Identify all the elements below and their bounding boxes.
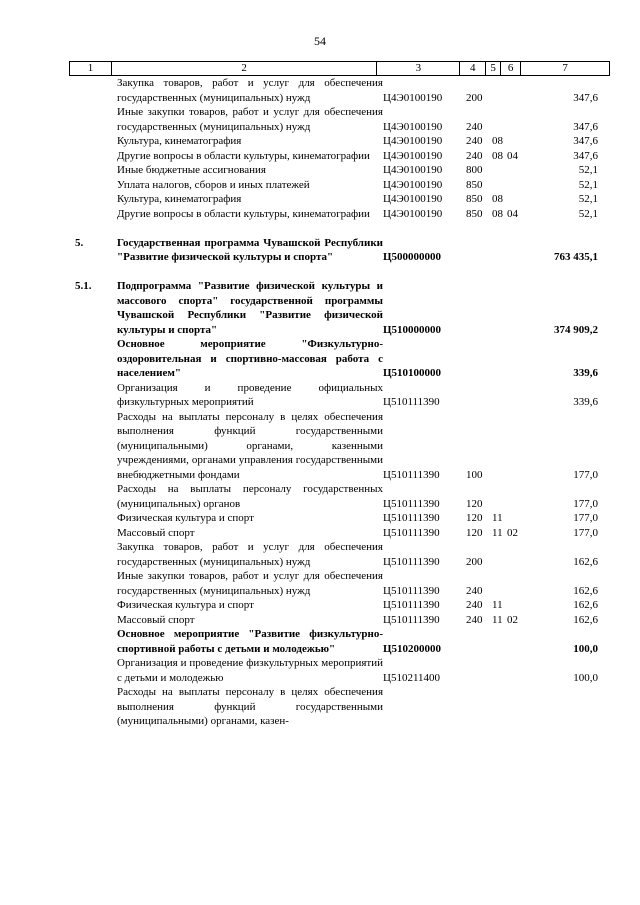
row-name: Культура, кинематография: [117, 193, 242, 205]
expense-type-code: 120: [466, 512, 483, 524]
table-row: [0, 613, 640, 628]
row-margin: [0, 598, 75, 613]
row-name: Иные бюджетные ассигнования: [117, 164, 266, 176]
target-article-code: Ц4Э0100190: [383, 164, 443, 176]
column-header-5: 5: [486, 62, 501, 76]
row-margin: [0, 410, 75, 483]
page-number: 54: [314, 34, 326, 48]
expense-type-code: 240: [466, 135, 483, 147]
budget-table-body: [0, 76, 640, 729]
column-header-2: 2: [111, 62, 376, 76]
column-header-3: 3: [377, 62, 460, 76]
target-article-code: Ц510111390: [383, 555, 440, 568]
target-article-code: Ц4Э0100190: [383, 207, 443, 220]
amount: 347,6: [573, 120, 598, 133]
row-number: [75, 685, 117, 729]
row-margin: [0, 178, 75, 193]
table-row: [0, 540, 640, 569]
table-row: [0, 337, 640, 381]
table-row: [0, 526, 640, 541]
amount: 100,0: [573, 671, 598, 684]
target-article-code: Ц510211400: [383, 671, 441, 684]
amount: 347,6: [573, 135, 598, 147]
amount: 177,0: [573, 512, 598, 524]
row-number: [75, 192, 117, 207]
expense-type-code: 100: [466, 468, 483, 481]
table-row: [0, 192, 640, 207]
amount: 347,6: [573, 149, 598, 162]
table-row: [0, 511, 640, 526]
target-article-code: Ц510111390: [383, 599, 440, 611]
target-article-code: Ц510111390: [383, 584, 440, 597]
table-row: [0, 105, 640, 134]
row-number: [75, 134, 117, 149]
row-name: Организация и проведение физкультурных мероприятий с детьми и молодежью: [117, 657, 383, 684]
row-name: Культура, кинематография: [117, 135, 242, 147]
table-row: [0, 410, 640, 483]
row-number: [75, 381, 117, 410]
row-margin: [0, 627, 75, 656]
row-margin: [0, 192, 75, 207]
subsection-code: 02: [507, 613, 518, 626]
table-row: [0, 76, 640, 105]
amount: 52,1: [578, 178, 598, 191]
row-number: [75, 569, 117, 598]
column-header-7: 7: [521, 62, 610, 76]
amount: 347,6: [573, 91, 598, 104]
target-article-code: Ц510111390: [383, 468, 440, 481]
table-row: [0, 381, 640, 410]
amount: 162,6: [573, 613, 598, 626]
row-margin: [0, 511, 75, 526]
row-number: [75, 540, 117, 569]
row-number: [75, 627, 117, 656]
amount: 52,1: [578, 207, 598, 220]
row-name: Иные закупки товаров, работ и услуг для обеспечения государственных (муниципальных) нужд: [117, 570, 383, 597]
row-margin: [0, 337, 75, 381]
row-name: Расходы на выплаты персоналу государственных (муниципальных) органов: [117, 483, 383, 510]
target-article-code: Ц510111390: [383, 497, 440, 510]
row-name: Государственная программа Чувашской Республики "Развитие физической культуры и спорта": [117, 236, 383, 263]
table-row: [0, 207, 640, 222]
column-header-table: [69, 61, 610, 76]
row-name: Массовый спорт: [117, 526, 195, 539]
target-article-code: Ц510200000: [383, 642, 442, 655]
section-code: 11: [492, 613, 503, 626]
expense-type-code: 200: [466, 555, 483, 568]
amount: 177,0: [573, 497, 598, 510]
expense-type-code: 240: [466, 599, 483, 611]
row-margin: [0, 105, 75, 134]
amount: 763 435,1: [554, 251, 598, 263]
row-name: Закупка товаров, работ и услуг для обеспечения государственных (муниципальных) нужд: [117, 77, 383, 104]
row-margin: [0, 685, 75, 729]
row-number: [75, 410, 117, 483]
column-header-1: 1: [70, 62, 112, 76]
row-number: [75, 76, 117, 105]
row-margin: [0, 236, 75, 265]
row-margin: [0, 569, 75, 598]
amount: 162,6: [573, 599, 598, 611]
row-number: [75, 656, 117, 685]
expense-type-code: 120: [466, 526, 483, 539]
row-name: Подпрограмма "Развитие физической культуры и массового спорта" государственной программы Чувашской Республики "Развитие физической культуры и спорта": [117, 280, 383, 336]
target-article-code: Ц510111390: [383, 613, 440, 626]
row-name: Другие вопросы в области культуры, кинематографии: [117, 207, 370, 220]
table-row: [0, 279, 640, 337]
section-code: 11: [492, 512, 503, 524]
table-row: [0, 236, 640, 265]
row-number: [75, 598, 117, 613]
row-name: Расходы на выплаты персоналу в целях обеспечения выполнения функций государственными (муниципальными) органами, казен-: [117, 686, 383, 727]
expense-type-code: 850: [466, 178, 483, 191]
amount: 52,1: [578, 164, 598, 176]
row-number: [75, 613, 117, 628]
expense-type-code: 240: [466, 149, 483, 162]
row-name: Расходы на выплаты персоналу в целях обеспечения выполнения функций государственными (муниципальными) органами, казенными учреждениями, органами управления государственными внебюджетными фондами: [117, 410, 383, 481]
subsection-code: 02: [507, 526, 518, 539]
row-margin: [0, 526, 75, 541]
row-name: Физическая культура и спорт: [117, 512, 254, 524]
row-name: Основное мероприятие "Развитие физкультурно-спортивной работы с детьми и молодежью": [117, 628, 383, 655]
expense-type-code: 850: [466, 193, 483, 205]
row-name: Основное мероприятие "Физкультурно-оздоровительная и спортивно-массовая работа с населением": [117, 338, 383, 379]
row-name: Другие вопросы в области культуры, кинематографии: [117, 149, 370, 162]
row-number: [75, 178, 117, 193]
row-name: Массовый спорт: [117, 613, 195, 626]
amount: 100,0: [573, 642, 598, 655]
amount: 374 909,2: [554, 323, 598, 336]
row-number: [75, 511, 117, 526]
row-name: Организация и проведение официальных физкультурных мероприятий: [117, 381, 383, 408]
target-article-code: Ц4Э0100190: [383, 193, 443, 205]
row-margin: [0, 134, 75, 149]
row-number: [75, 337, 117, 381]
row-number: [75, 207, 117, 222]
amount: 162,6: [573, 584, 598, 597]
target-article-code: Ц510100000: [383, 367, 442, 379]
amount: 162,6: [573, 555, 598, 568]
row-number: [75, 482, 117, 511]
subsection-code: 04: [507, 149, 518, 162]
row-margin: [0, 207, 75, 222]
target-article-code: Ц510111390: [383, 526, 440, 539]
section-code: 08: [492, 135, 503, 147]
row-margin: [0, 381, 75, 410]
target-article-code: Ц4Э0100190: [383, 120, 443, 133]
table-row: [0, 178, 640, 193]
expense-type-code: 200: [466, 91, 483, 104]
row-name: Закупка товаров, работ и услуг для обеспечения государственных (муниципальных) нужд: [117, 541, 383, 568]
amount: 177,0: [573, 526, 598, 539]
table-row: [0, 598, 640, 613]
row-number: 5.: [75, 236, 84, 249]
table-row: [0, 627, 640, 656]
row-margin: [0, 613, 75, 628]
table-row: [0, 134, 640, 149]
target-article-code: Ц4Э0100190: [383, 178, 443, 191]
column-header-4: 4: [460, 62, 486, 76]
row-name: Физическая культура и спорт: [117, 599, 254, 611]
expense-type-code: 240: [466, 613, 483, 626]
expense-type-code: 800: [466, 164, 483, 176]
section-code: 08: [492, 193, 503, 205]
target-article-code: Ц4Э0100190: [383, 91, 443, 104]
row-margin: [0, 656, 75, 685]
table-row: [0, 569, 640, 598]
table-row: [0, 163, 640, 178]
target-article-code: Ц510111390: [383, 396, 440, 408]
expense-type-code: 120: [466, 497, 483, 510]
expense-type-code: 850: [466, 207, 483, 220]
amount: 339,6: [573, 396, 598, 408]
table-row: [0, 482, 640, 511]
table-row: [0, 656, 640, 685]
row-margin: [0, 163, 75, 178]
amount: 52,1: [578, 193, 598, 205]
row-name: Уплата налогов, сборов и иных платежей: [117, 178, 310, 191]
subsection-code: 04: [507, 207, 518, 220]
target-article-code: Ц4Э0100190: [383, 135, 443, 147]
expense-type-code: 240: [466, 584, 483, 597]
row-margin: [0, 149, 75, 164]
expense-type-code: 240: [466, 120, 483, 133]
row-number: 5.1.: [75, 280, 92, 292]
section-code: 08: [492, 149, 503, 162]
target-article-code: Ц500000000: [383, 251, 442, 263]
table-row: [0, 149, 640, 164]
row-margin: [0, 279, 75, 337]
amount: 339,6: [573, 367, 598, 379]
row-margin: [0, 76, 75, 105]
amount: 177,0: [573, 468, 598, 481]
row-margin: [0, 482, 75, 511]
section-code: 08: [492, 207, 503, 220]
table-row: [0, 685, 640, 729]
section-code: 11: [492, 526, 503, 539]
target-article-code: Ц4Э0100190: [383, 149, 443, 162]
row-number: [75, 105, 117, 134]
row-number: [75, 526, 117, 541]
target-article-code: Ц510111390: [383, 512, 440, 524]
row-margin: [0, 540, 75, 569]
row-number: [75, 163, 117, 178]
target-article-code: Ц510000000: [383, 323, 442, 336]
row-name: Иные закупки товаров, работ и услуг для обеспечения государственных (муниципальных) нужд: [117, 106, 383, 133]
section-code: 11: [492, 599, 503, 611]
row-number: [75, 149, 117, 164]
column-header-6: 6: [501, 62, 521, 76]
